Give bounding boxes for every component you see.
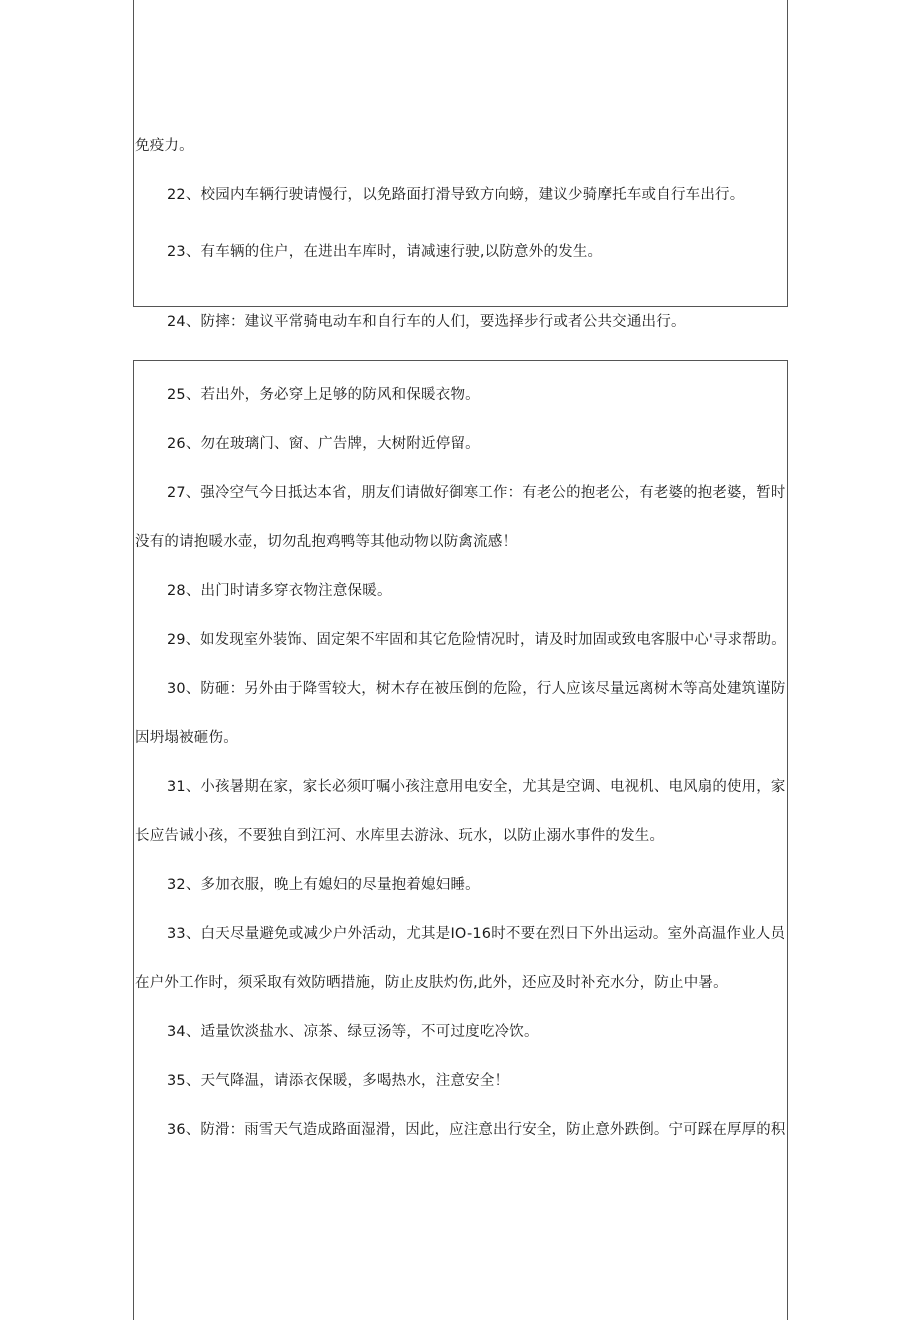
paragraph-line: 23、有车辆的住户，在进出车库时，请减速行驶,以防意外的发生。 [167,244,603,260]
paragraph-line: 30、防砸：另外由于降雪较大，树木存在被压倒的危险，行人应该尽量远离树木等高处建筑谨防 [167,681,786,697]
paragraph-line: 32、多加衣服，晚上有媳妇的尽量抱着媳妇睡。 [167,877,480,893]
paragraph-line: 26、勿在玻璃门、窗、广告牌，大树附近停留。 [167,436,480,452]
paragraph-line: 因坍塌被砸伤。 [135,730,238,746]
paragraph-line: 22、校园内车辆行驶请慢行，以免路面打滑导致方向螃，建议少骑摩托车或自行车出行。 [167,187,745,203]
paragraph-line: 28、出门时请多穿衣物注意保暖。 [167,583,392,599]
paragraph-line: 没有的请抱暖水壶，切勿乱抱鸡鸭等其他动物以防禽流感！ [135,534,518,550]
paragraph-line: 免疫力。 [135,138,194,154]
paragraph-line: 在户外工作时，须采取有效防晒措施，防止皮肤灼伤,此外，还应及时补充水分，防止中暑。 [135,975,728,991]
paragraph-line: 长应告诫小孩，不要独自到江河、水库里去游泳、玩水，以防止溺水事件的发生。 [135,828,665,844]
paragraph-line: 34、适量饮淡盐水、凉茶、绿豆汤等，不可过度吃冷饮。 [167,1024,539,1040]
paragraph-line: 25、若出外，务必穿上足够的防风和保暖衣物。 [167,387,480,403]
paragraph-line: 29、如发现室外装饰、固定架不牢固和其它危险情况时，请及时加固或致电客服中心'寻求帮助。 [167,632,786,648]
paragraph-line: 35、天气降温，请添衣保暖，多喝热水，注意安全！ [167,1073,510,1089]
paragraph-line: 31、小孩暑期在家，家长必须叮嘱小孩注意用电安全，尤其是空调、电视机、电风扇的使用，家 [167,779,786,795]
paragraph-line: 33、白天尽量避免或减少户外活动，尤其是IO-16时不要在烈日下外出运动。室外高温作业人员 [167,926,786,942]
paragraph-line: 24、防摔：建议平常骑电动车和自行车的人们，要选择步行或者公共交通出行。 [167,314,686,330]
paragraph-line: 36、防滑：雨雪天气造成路面湿滑，因此，应注意出行安全，防止意外跌倒。宁可踩在厚厚的积 [167,1122,786,1138]
paragraph-line: 27、强冷空气今日抵达本省，朋友们请做好御寒工作：有老公的抱老公，有老婆的抱老婆，暂时 [167,485,786,501]
